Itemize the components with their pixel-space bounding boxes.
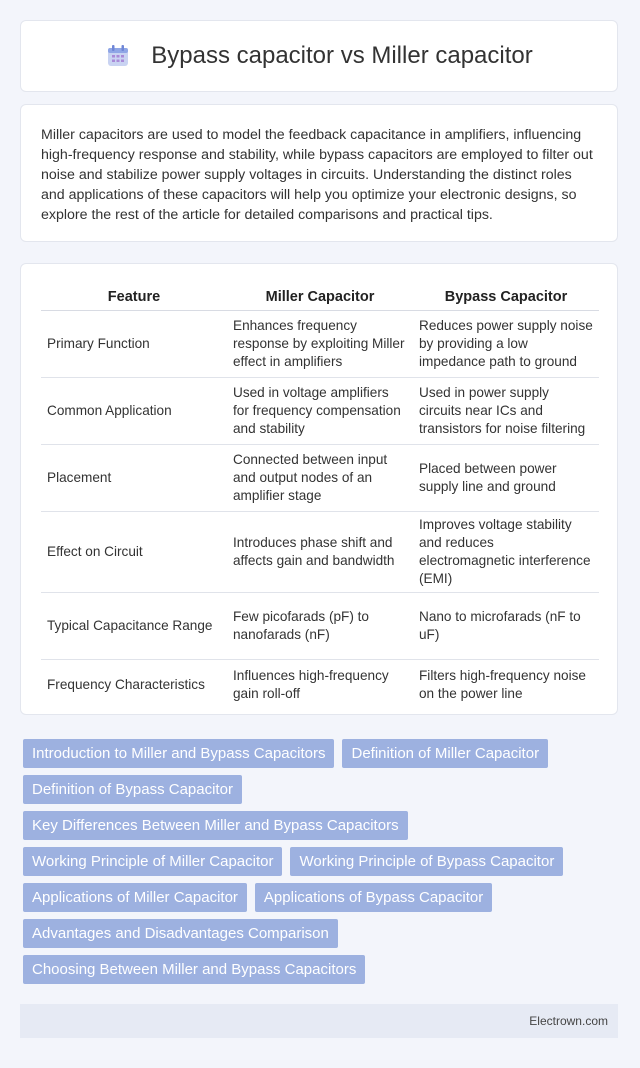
feature-cell: Primary Function bbox=[41, 311, 227, 378]
intro-card bbox=[20, 104, 618, 242]
topic-tag[interactable]: Working Principle of Miller Capacitor bbox=[23, 847, 282, 876]
bypass-cell: Used in power supply circuits near ICs and transistors for noise filtering bbox=[413, 378, 599, 445]
table-row bbox=[41, 593, 599, 660]
comparison-card bbox=[20, 263, 618, 715]
bypass-cell: Improves voltage stability and reduces electromagnetic interference (EMI) bbox=[413, 512, 599, 593]
column-header-feature: Feature bbox=[41, 284, 227, 311]
feature-cell: Typical Capacitance Range bbox=[41, 593, 227, 660]
footer-brand[interactable]: Electrown.com bbox=[529, 1014, 608, 1028]
bypass-cell: Reduces power supply noise by providing a low impedance path to ground bbox=[413, 311, 599, 378]
topic-tag[interactable]: Key Differences Between Miller and Bypass Capacitors bbox=[23, 811, 408, 840]
bypass-cell: Nano to microfarads (nF to uF) bbox=[413, 593, 599, 660]
column-header-bypass: Bypass Capacitor bbox=[413, 284, 599, 311]
calendar-icon bbox=[105, 43, 131, 69]
miller-cell: Connected between input and output nodes of an amplifier stage bbox=[227, 445, 413, 512]
topic-tag[interactable]: Advantages and Disadvantages Comparison bbox=[23, 919, 338, 948]
feature-cell: Placement bbox=[41, 445, 227, 512]
footer bbox=[20, 1004, 618, 1038]
table-row bbox=[41, 445, 599, 512]
topic-tag[interactable]: Working Principle of Bypass Capacitor bbox=[290, 847, 563, 876]
topic-tag[interactable]: Definition of Bypass Capacitor bbox=[23, 775, 242, 804]
topic-tag[interactable]: Introduction to Miller and Bypass Capacitors bbox=[23, 739, 334, 768]
topic-tag[interactable]: Applications of Miller Capacitor bbox=[23, 883, 247, 912]
table-row bbox=[41, 512, 599, 593]
topic-tag[interactable]: Applications of Bypass Capacitor bbox=[255, 883, 492, 912]
table-header-row bbox=[41, 284, 599, 311]
topic-tag[interactable]: Choosing Between Miller and Bypass Capacitors bbox=[23, 955, 365, 984]
table-row bbox=[41, 311, 599, 378]
miller-cell: Used in voltage amplifiers for frequency compensation and stability bbox=[227, 378, 413, 445]
title-card bbox=[20, 20, 618, 92]
miller-cell: Introduces phase shift and affects gain and bandwidth bbox=[227, 512, 413, 593]
miller-cell: Influences high-frequency gain roll-off bbox=[233, 667, 389, 701]
table-row bbox=[41, 660, 599, 710]
miller-cell: Few picofarads (pF) to nanofarads (nF) bbox=[227, 593, 413, 660]
column-header-miller: Miller Capacitor bbox=[227, 284, 413, 311]
feature-cell: Effect on Circuit bbox=[41, 512, 227, 593]
feature-cell: Common Application bbox=[41, 378, 227, 445]
miller-cell: Enhances frequency response by exploiting Miller effect in amplifiers bbox=[227, 311, 413, 378]
bypass-cell: Placed between power supply line and ground bbox=[413, 445, 599, 512]
bypass-cell: Filters high-frequency noise on the power line bbox=[419, 667, 586, 701]
feature-cell: Frequency Characteristics bbox=[47, 676, 205, 692]
intro-text: Miller capacitors are used to model the feedback capacitance in amplifiers, influencing high-frequency response and stability, while bypass capacitors are employed to filter out noise and stabilize power supply voltages in circuits. Understanding the distinct roles and applications of these capacitors will help you optimize your electronic designs, so explore the rest of the article for detailed comparisons and practical tips. bbox=[41, 127, 593, 223]
page-title: Bypass capacitor vs Miller capacitor bbox=[151, 42, 533, 69]
topic-tag[interactable]: Definition of Miller Capacitor bbox=[342, 739, 548, 768]
table-row bbox=[41, 378, 599, 445]
comparison-table bbox=[41, 284, 599, 710]
topic-tags bbox=[20, 736, 618, 987]
